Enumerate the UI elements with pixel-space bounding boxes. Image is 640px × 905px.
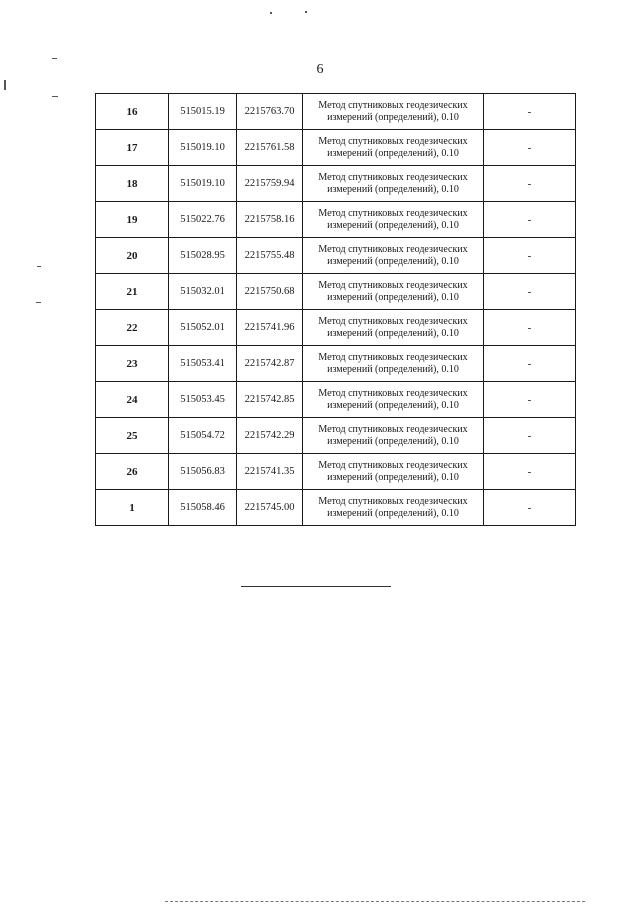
method-cell: [303, 166, 484, 202]
table-row: [96, 382, 576, 418]
x-coordinate-cell: 515053.45: [169, 382, 237, 418]
y-coordinate-cell: 2215761.58: [237, 130, 303, 166]
x-coordinate-cell: 515019.10: [169, 130, 237, 166]
point-number-cell: 23: [96, 346, 169, 382]
method-cell: [303, 310, 484, 346]
description-cell: -: [484, 94, 576, 130]
method-cell: [303, 490, 484, 526]
x-coordinate-cell: 515032.01: [169, 274, 237, 310]
table-row: [96, 454, 576, 490]
method-line-2: измерений (определений), 0.10: [327, 183, 459, 195]
description-cell: -: [484, 130, 576, 166]
table-row: [96, 418, 576, 454]
method-cell: [303, 346, 484, 382]
method-line-1: Метод спутниковых геодезических: [318, 495, 468, 507]
method-line-1: Метод спутниковых геодезических: [318, 243, 468, 255]
method-line-1: Метод спутниковых геодезических: [318, 423, 468, 435]
method-line-2: измерений (определений), 0.10: [327, 435, 459, 447]
method-line-1: Метод спутниковых геодезических: [318, 459, 468, 471]
description-cell: -: [484, 490, 576, 526]
method-cell: [303, 454, 484, 490]
x-coordinate-cell: 515056.83: [169, 454, 237, 490]
y-coordinate-cell: 2215755.48: [237, 238, 303, 274]
method-line-1: Метод спутниковых геодезических: [318, 171, 468, 183]
description-cell: -: [484, 454, 576, 490]
point-number-cell: 22: [96, 310, 169, 346]
point-number-cell: 20: [96, 238, 169, 274]
y-coordinate-cell: 2215742.87: [237, 346, 303, 382]
x-coordinate-cell: 515054.72: [169, 418, 237, 454]
method-line-2: измерений (определений), 0.10: [327, 327, 459, 339]
x-coordinate-cell: 515022.76: [169, 202, 237, 238]
point-number-cell: 21: [96, 274, 169, 310]
table-row: [96, 310, 576, 346]
page-number: 6: [316, 62, 324, 77]
method-line-2: измерений (определений), 0.10: [327, 219, 459, 231]
table-row: [96, 94, 576, 130]
method-cell: [303, 382, 484, 418]
method-line-1: Метод спутниковых геодезических: [318, 99, 468, 111]
coordinates-table-body: [96, 94, 576, 526]
description-cell: -: [484, 202, 576, 238]
point-number-cell: 1: [96, 490, 169, 526]
method-line-2: измерений (определений), 0.10: [327, 471, 459, 483]
x-coordinate-cell: 515028.95: [169, 238, 237, 274]
bottom-edge-rule: [165, 901, 585, 902]
description-cell: -: [484, 166, 576, 202]
description-cell: -: [484, 346, 576, 382]
method-line-2: измерений (определений), 0.10: [327, 507, 459, 519]
y-coordinate-cell: 2215742.29: [237, 418, 303, 454]
point-number-cell: 16: [96, 94, 169, 130]
method-line-1: Метод спутниковых геодезических: [318, 351, 468, 363]
point-number-cell: 24: [96, 382, 169, 418]
method-line-2: измерений (определений), 0.10: [327, 399, 459, 411]
scan-artifact: [52, 58, 57, 59]
method-cell: [303, 274, 484, 310]
description-cell: -: [484, 238, 576, 274]
method-line-1: Метод спутниковых геодезических: [318, 207, 468, 219]
method-cell: [303, 94, 484, 130]
x-coordinate-cell: 515053.41: [169, 346, 237, 382]
method-cell: [303, 238, 484, 274]
method-line-2: измерений (определений), 0.10: [327, 291, 459, 303]
table-row: [96, 202, 576, 238]
scan-artifact: [37, 266, 41, 267]
method-line-2: измерений (определений), 0.10: [327, 147, 459, 159]
table-row: [96, 238, 576, 274]
y-coordinate-cell: 2215758.16: [237, 202, 303, 238]
scan-artifact: [270, 12, 272, 14]
method-cell: [303, 202, 484, 238]
y-coordinate-cell: 2215741.96: [237, 310, 303, 346]
x-coordinate-cell: 515058.46: [169, 490, 237, 526]
description-cell: -: [484, 382, 576, 418]
coordinates-table: [95, 93, 576, 526]
method-line-1: Метод спутниковых геодезических: [318, 387, 468, 399]
table-row: [96, 346, 576, 382]
y-coordinate-cell: 2215742.85: [237, 382, 303, 418]
point-number-cell: 18: [96, 166, 169, 202]
y-coordinate-cell: 2215750.68: [237, 274, 303, 310]
y-coordinate-cell: 2215741.35: [237, 454, 303, 490]
point-number-cell: 17: [96, 130, 169, 166]
scan-artifact: [52, 96, 58, 97]
y-coordinate-cell: 2215759.94: [237, 166, 303, 202]
table-row: [96, 490, 576, 526]
table-row: [96, 130, 576, 166]
method-line-2: измерений (определений), 0.10: [327, 255, 459, 267]
method-cell: [303, 130, 484, 166]
x-coordinate-cell: 515015.19: [169, 94, 237, 130]
x-coordinate-cell: 515019.10: [169, 166, 237, 202]
method-line-1: Метод спутниковых геодезических: [318, 315, 468, 327]
scan-artifact: [305, 11, 307, 13]
scan-artifact: [36, 302, 41, 303]
method-line-2: измерений (определений), 0.10: [327, 111, 459, 123]
method-line-2: измерений (определений), 0.10: [327, 363, 459, 375]
end-of-section-line: [241, 586, 391, 587]
point-number-cell: 19: [96, 202, 169, 238]
description-cell: -: [484, 274, 576, 310]
point-number-cell: 26: [96, 454, 169, 490]
point-number-cell: 25: [96, 418, 169, 454]
x-coordinate-cell: 515052.01: [169, 310, 237, 346]
y-coordinate-cell: 2215763.70: [237, 94, 303, 130]
method-line-1: Метод спутниковых геодезических: [318, 279, 468, 291]
table-row: [96, 274, 576, 310]
scan-artifact: [4, 80, 6, 90]
method-line-1: Метод спутниковых геодезических: [318, 135, 468, 147]
method-cell: [303, 418, 484, 454]
table-row: [96, 166, 576, 202]
description-cell: -: [484, 310, 576, 346]
y-coordinate-cell: 2215745.00: [237, 490, 303, 526]
description-cell: -: [484, 418, 576, 454]
